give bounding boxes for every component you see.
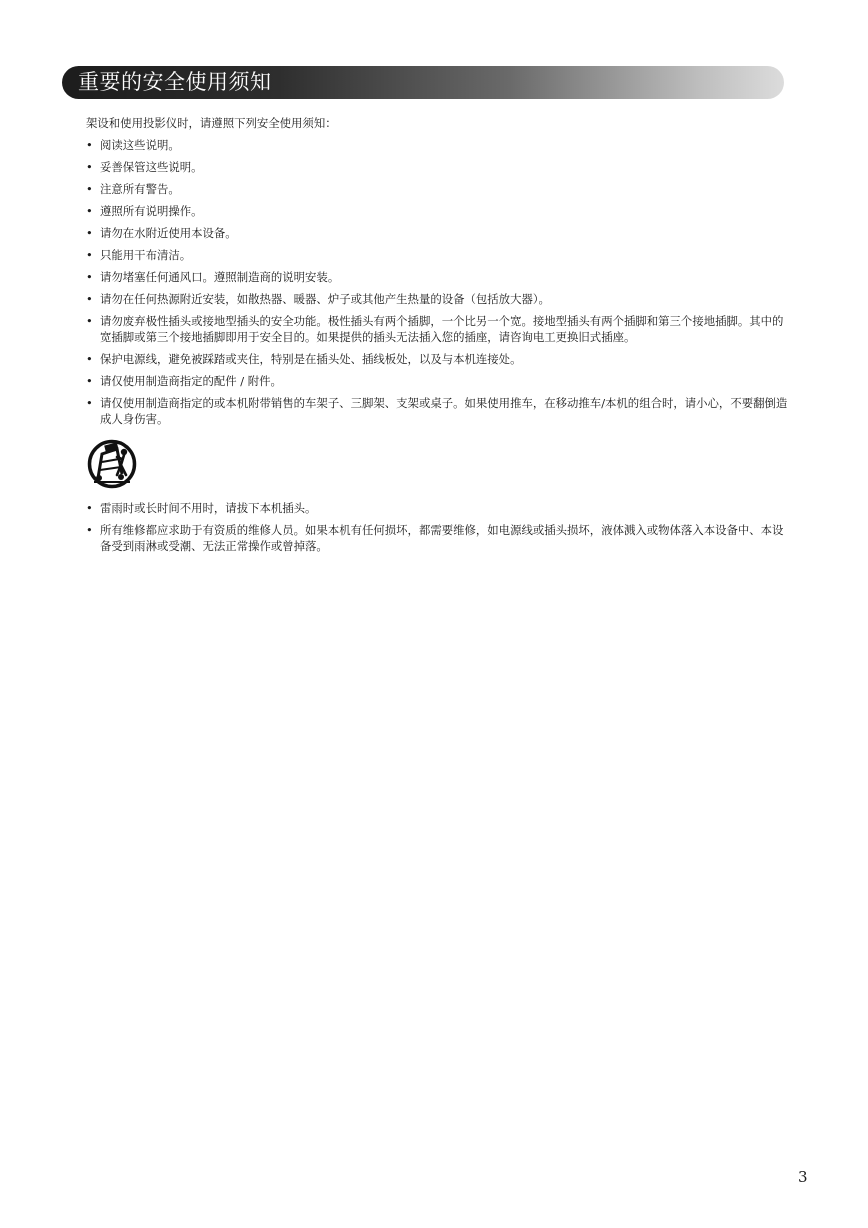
instruction-list-bottom — [86, 501, 792, 554]
bullet: • — [86, 137, 93, 152]
list-item-text: 请勿堵塞任何通风口。遵照制造商的说明安装。 — [100, 270, 340, 285]
safety-instructions — [86, 116, 792, 561]
list-item — [86, 270, 792, 286]
list-item — [86, 138, 792, 154]
page-number: 3 — [798, 1168, 808, 1186]
list-item — [86, 352, 792, 368]
bullet: • — [86, 292, 93, 307]
list-item-text: 请勿在任何热源附近安装，如散热器、暖器、炉子或其他产生热量的设备（包括放大器）。 — [100, 292, 550, 307]
list-item-text: 所有维修都应求助于有资质的维修人员。如果本机有任何损坏，都需要维修，如电源线或插头损坏，液体溅入或物体落入本设备中、本设备受到雨淋或受潮、无法正常操作或曾掉落。 — [100, 523, 784, 553]
list-item-text: 请勿废弃极性插头或接地型插头的安全功能。极性插头有两个插脚，一个比另一个宽。接地型插头有两个插脚和第三个接地插脚。其中的宽插脚或第三个接地插脚即用于安全目的。如果提供的插头无法插入您的插座，请咨询电工更换旧式插座。 — [100, 314, 784, 344]
bullet: • — [86, 225, 93, 240]
bullet: • — [86, 159, 93, 174]
bullet: • — [86, 270, 93, 285]
list-item-text: 请仅使用制造商指定的配件 / 附件。 — [100, 373, 282, 388]
list-item-text: 请勿在水附近使用本设备。 — [100, 225, 237, 240]
intro-text: 架设和使用投影仪时，请遵照下列安全使用须知： — [86, 116, 337, 130]
bullet: • — [86, 373, 93, 388]
page-title: 重要的安全使用须知 — [78, 70, 272, 94]
bullet: • — [86, 203, 93, 218]
bullet: • — [86, 247, 93, 262]
list-item-text: 雷雨时或长时间不用时，请拔下本机插头。 — [100, 501, 317, 516]
bullet: • — [86, 314, 93, 329]
list-item — [86, 523, 792, 554]
list-item — [86, 204, 792, 220]
list-item-text: 遵照所有说明操作。 — [100, 203, 203, 218]
list-item — [86, 160, 792, 176]
bullet: • — [86, 351, 93, 366]
bullet: • — [86, 181, 93, 196]
list-item-text: 妥善保管这些说明。 — [100, 159, 203, 174]
list-item-text: 只能用干布清洁。 — [100, 247, 192, 262]
bullet: • — [86, 523, 93, 538]
bullet: • — [86, 501, 93, 516]
list-item — [86, 182, 792, 198]
list-item — [86, 501, 792, 517]
list-item-text: 请仅使用制造商指定的或本机附带销售的车架子、三脚架、支架或桌子。如果使用推车，在移动推车/本机的组合时，请小心，不要翻倒造成人身伤害。 — [100, 396, 788, 426]
list-item — [86, 292, 792, 308]
list-item-text: 注意所有警告。 — [100, 181, 180, 196]
list-item — [86, 314, 792, 345]
instruction-list-top — [86, 138, 792, 428]
list-item — [86, 248, 792, 264]
bullet: • — [86, 396, 93, 411]
list-item-text: 阅读这些说明。 — [100, 137, 180, 152]
list-item — [86, 396, 792, 427]
cart-tip-over-warning-icon — [86, 437, 138, 491]
list-item — [86, 226, 792, 242]
list-item — [86, 374, 792, 390]
list-item-text: 保护电源线，避免被踩踏或夹住，特别是在插头处、插线板处，以及与本机连接处。 — [100, 351, 522, 366]
section-title-bar — [62, 66, 784, 99]
